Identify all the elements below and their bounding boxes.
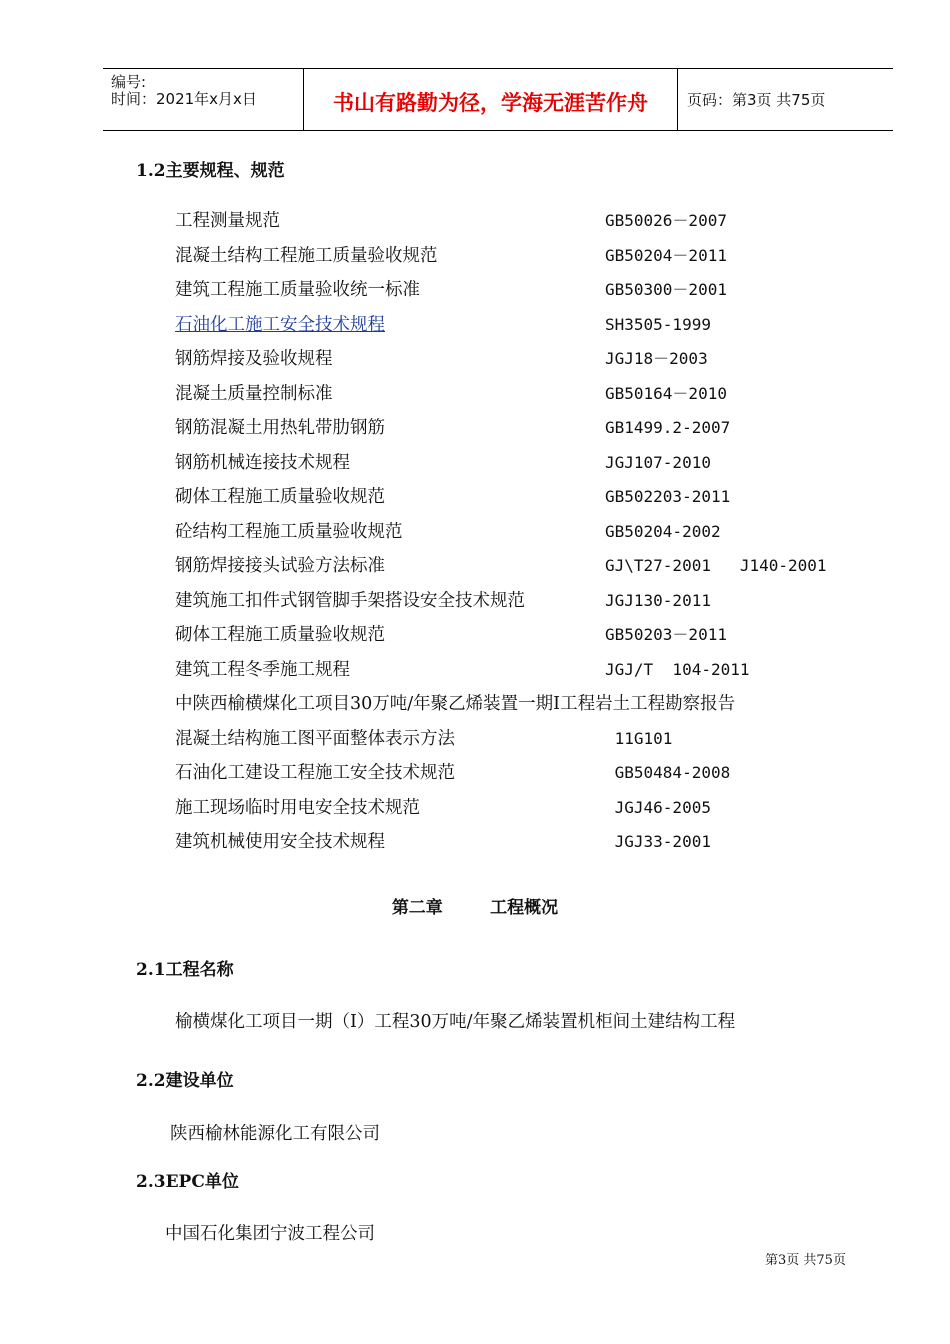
standard-row: [175, 553, 855, 579]
standard-code: GB50026－2007: [605, 211, 727, 230]
standard-code: JGJ33-2001: [605, 832, 711, 851]
standard-name: 混凝土结构施工图平面整体表示方法: [175, 728, 455, 749]
standard-name: 钢筋机械连接技术规程: [175, 452, 350, 473]
standard-row: [175, 208, 855, 234]
header-info-cell: [103, 69, 304, 130]
standard-code: JGJ107-2010: [605, 452, 711, 472]
standard-name: 混凝土质量控制标准: [175, 383, 333, 404]
header-page-number: 页码：第3页 共75页: [687, 91, 826, 109]
standard-name: 建筑施工扣件式钢管脚手架搭设安全技术规范: [175, 590, 525, 611]
standard-row: [175, 829, 855, 855]
standard-name: 中陕西榆横煤化工项目30万吨/年聚乙烯装置一期Ⅰ工程岩土工程勘察报告: [175, 694, 736, 714]
standard-row: [175, 657, 855, 683]
page-header: [103, 68, 893, 131]
standard-name-link[interactable]: 石油化工施工安全技术规程: [175, 314, 385, 335]
standard-row: [175, 588, 855, 614]
standard-code: GB50204－2011: [605, 245, 727, 265]
header-page-cell: [678, 69, 893, 130]
standard-row: [175, 622, 855, 648]
standard-code: GJ\T27-2001 J140-2001: [605, 556, 827, 575]
standard-name: 砌体工程施工质量验收规范: [175, 625, 385, 645]
owner-name: 陕西榆林能源化工有限公司: [170, 1124, 380, 1144]
standard-name: 砌体工程施工质量验收规范: [175, 487, 385, 507]
header-motto: 书山有路勤为径，学海无涯苦作舟: [333, 91, 648, 115]
standard-row: [175, 795, 855, 821]
standard-row: [175, 312, 855, 338]
standard-row: [175, 691, 855, 717]
standard-row: [175, 415, 855, 441]
standard-row: [175, 760, 855, 786]
doc-number-label: 编号:: [111, 73, 147, 91]
standard-code: JGJ46-2005: [605, 797, 711, 817]
section-title-2-3: 2.3EPC单位: [136, 1172, 239, 1192]
standard-name: 钢筋焊接及验收规程: [175, 349, 333, 369]
header-motto-cell: [304, 69, 678, 130]
standard-row: [175, 726, 855, 752]
standard-name: 钢筋混凝土用热轧带肋钢筋: [175, 418, 385, 438]
doc-time: 时间：2021年x月x日: [111, 90, 257, 108]
standard-code: GB50203－2011: [605, 625, 727, 644]
standard-code: GB1499.2-2007: [605, 418, 731, 437]
standard-code: JGJ130-2011: [605, 590, 711, 610]
standard-name: 施工现场临时用电安全技术规范: [175, 797, 420, 818]
section-title-1-2: 1.2主要规程、规范: [136, 161, 285, 181]
standard-code: GB502203-2011: [605, 487, 731, 506]
standard-name: 工程测量规范: [175, 211, 280, 231]
standard-code: JGJ/T 104-2011: [605, 659, 750, 679]
standard-row: [175, 450, 855, 476]
standard-code: 11G101: [605, 728, 673, 748]
standard-name: 砼结构工程施工质量验收规范: [175, 521, 403, 542]
standard-name: 建筑工程施工质量验收统一标准: [175, 280, 420, 300]
standard-row: [175, 346, 855, 372]
chapter-title: 第二章 工程概况: [391, 898, 559, 918]
footer-page-number: 第3页 共75页: [765, 1253, 846, 1268]
standard-code: GB50204-2002: [605, 521, 721, 541]
standard-name: 钢筋焊接接头试验方法标准: [175, 556, 385, 576]
standard-name: 石油化工建设工程施工安全技术规范: [175, 763, 455, 783]
standard-code: GB50484-2008: [605, 763, 731, 782]
standard-row: [175, 243, 855, 269]
standard-code: JGJ18－2003: [605, 349, 708, 368]
standard-code: GB50300－2001: [605, 280, 727, 299]
standard-row: [175, 277, 855, 303]
standard-name: 建筑机械使用安全技术规程: [175, 832, 385, 852]
standard-code: GB50164－2010: [605, 383, 727, 403]
section-title-2-2: 2.2建设单位: [136, 1071, 234, 1091]
section-title-2-1: 2.1工程名称: [136, 960, 234, 980]
standard-row: [175, 381, 855, 407]
standard-name: 混凝土结构工程施工质量验收规范: [175, 245, 438, 266]
epc-name: 中国石化集团宁波工程公司: [165, 1224, 375, 1244]
standard-row: [175, 519, 855, 545]
standard-name: 建筑工程冬季施工规程: [175, 659, 350, 680]
standard-code: SH3505-1999: [605, 314, 711, 334]
standard-row: [175, 484, 855, 510]
project-name: 榆横煤化工项目一期（I）工程30万吨/年聚乙烯装置机柜间土建结构工程: [175, 1012, 736, 1032]
